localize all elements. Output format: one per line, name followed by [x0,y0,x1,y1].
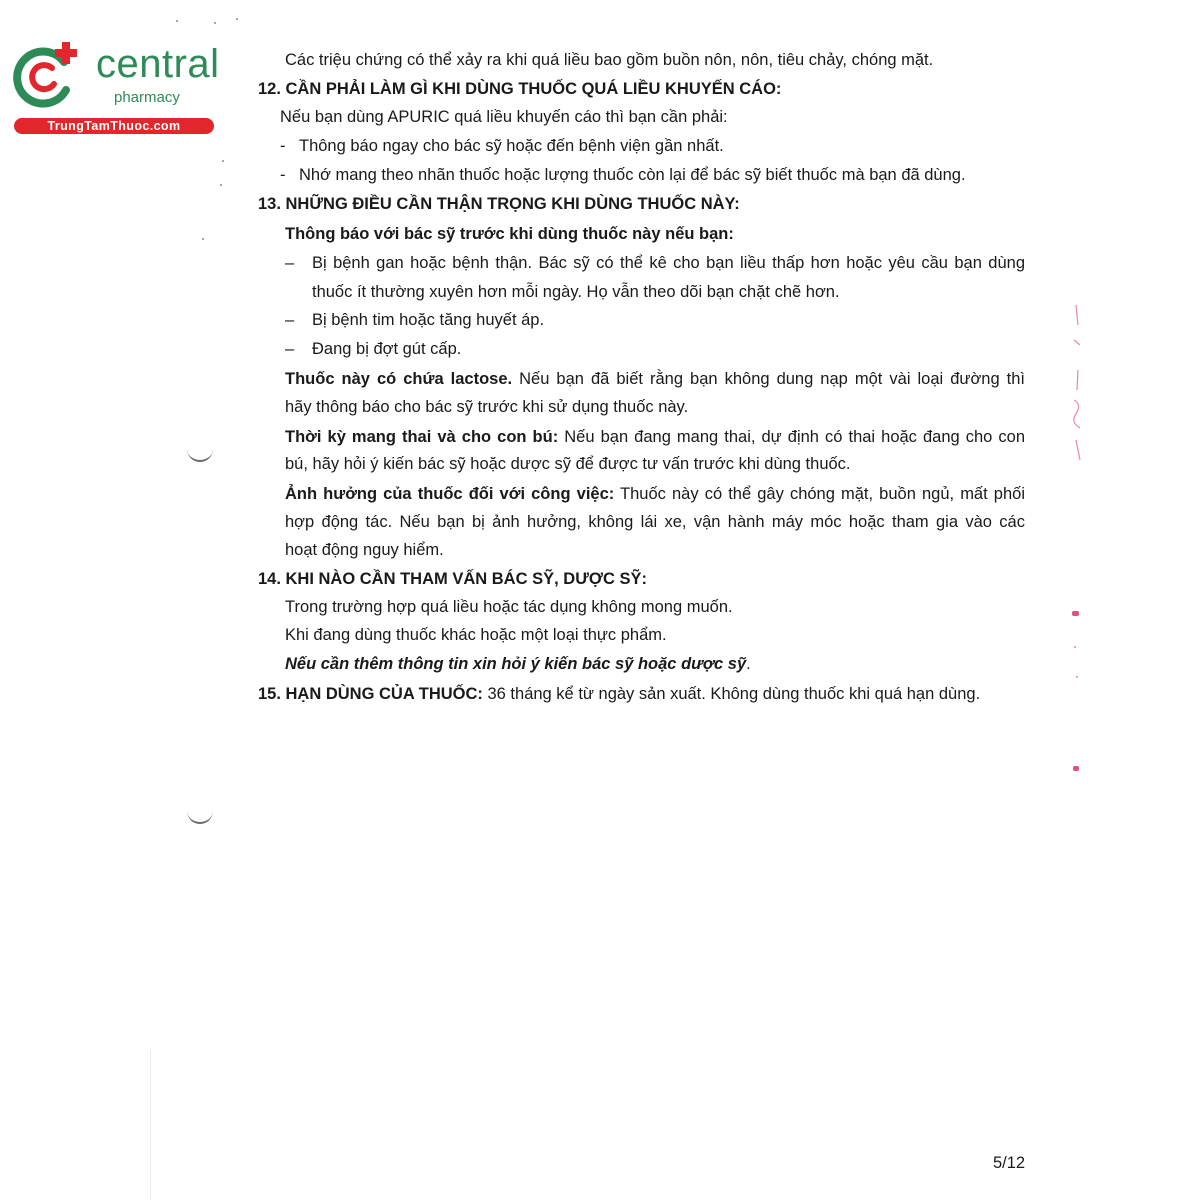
logo-url-banner: TrungTamThuoc.com [14,118,214,134]
advice-note-end: . [746,655,751,673]
page-number: 5/12 [993,1154,1026,1172]
lactose-paragraph-line [285,368,1025,390]
section-12-heading: 12. CẦN PHẢI LÀM GÌ KHI DÙNG THUỐC QUÁ LIỀU KHUYẾN CÁO: [258,80,782,98]
pregnancy-paragraph-line: bú, hãy hỏi ý kiến bác sỹ hoặc dược sỹ để được tư vấn trước khi dùng thuốc. [285,455,851,473]
section-13-item-line: Đang bị đợt gút cấp. [312,340,462,358]
section-13-subheading: Thông báo với bác sỹ trước khi dùng thuốc này nếu bạn: [285,225,734,243]
section-13-item-line: thuốc ít thường xuyên hơn mỗi ngày. Họ vẫn theo dõi bạn chặt chẽ hơn. [312,283,840,301]
overdose-symptoms-text: Các triệu chứng có thể xảy ra khi quá liều bao gồm buồn nôn, nôn, tiêu chảy, chóng mặt. [285,51,934,69]
bullet-dash: – [285,340,295,358]
section-14-line: Khi đang dùng thuốc khác hoặc một loại thực phẩm. [285,626,667,644]
lactose-text: Nếu bạn đã biết rằng bạn không dung nạp một vài loại đường thì [512,370,1025,388]
section-12-lead: Nếu bạn dùng APURIC quá liều khuyến cáo thì bạn cần phải: [280,108,728,126]
work-effect-paragraph-line: hoạt động nguy hiểm. [285,541,444,559]
lactose-label: Thuốc này có chứa lactose. [285,370,513,388]
bullet-dash: - [280,166,286,184]
section-15-heading: 15. HẠN DÙNG CỦA THUỐC: [258,685,483,703]
section-12-item: Thông báo ngay cho bác sỹ hoặc đến bệnh viện gần nhất. [299,137,724,155]
work-effect-text: Thuốc này có thể gây chóng mặt, buồn ngủ, mất phối [614,485,1025,503]
bullet-dash: - [280,137,286,155]
pregnancy-paragraph-line [285,426,1025,448]
section-13-item-line: Bị bệnh gan hoặc bệnh thận. Bác sỹ có thể kê cho bạn liều thấp hơn hoặc yêu cầu bạn dùng [312,254,1025,272]
section-13-heading: 13. NHỮNG ĐIỀU CẦN THẬN TRỌNG KHI DÙNG THUỐC NÀY: [258,195,740,213]
bullet-dash: – [285,311,295,329]
section-13-item-line: Bị bệnh tim hoặc tăng huyết áp. [312,311,545,329]
lactose-paragraph-line: hãy thông báo cho bác sỹ trước khi sử dụng thuốc này. [285,398,689,416]
work-effect-paragraph-line [285,483,1025,505]
logo-subtitle: pharmacy [114,89,180,106]
section-14-line [285,653,751,675]
work-effect-paragraph-line: hợp động tác. Nếu bạn bị ảnh hưởng, không lái xe, vận hành máy móc hoặc tham gia vào các [285,513,1025,531]
section-15-line [258,683,980,705]
pregnancy-label: Thời kỳ mang thai và cho con bú: [285,428,559,446]
section-12-item: Nhớ mang theo nhãn thuốc hoặc lượng thuốc còn lại để bác sỹ biết thuốc mà bạn đã dùng. [299,166,966,184]
pregnancy-text: Nếu bạn đang mang thai, dự định có thai hoặc đang cho con [558,428,1026,446]
bullet-dash: – [285,254,295,272]
advice-note: Nếu cần thêm thông tin xin hỏi ý kiến bác sỹ hoặc dược sỹ [285,655,747,673]
section-14-heading: 14. KHI NÀO CẦN THAM VẤN BÁC SỸ, DƯỢC SỸ: [258,570,647,588]
work-effect-label: Ảnh hưởng của thuốc đối với công việc: [285,485,615,503]
logo-wordmark: central [96,42,220,86]
section-14-line: Trong trường hợp quá liều hoặc tác dụng không mong muốn. [285,598,733,616]
shelf-life-text: 36 tháng kể từ ngày sản xuất. Không dùng thuốc khi quá hạn dùng. [482,685,981,703]
